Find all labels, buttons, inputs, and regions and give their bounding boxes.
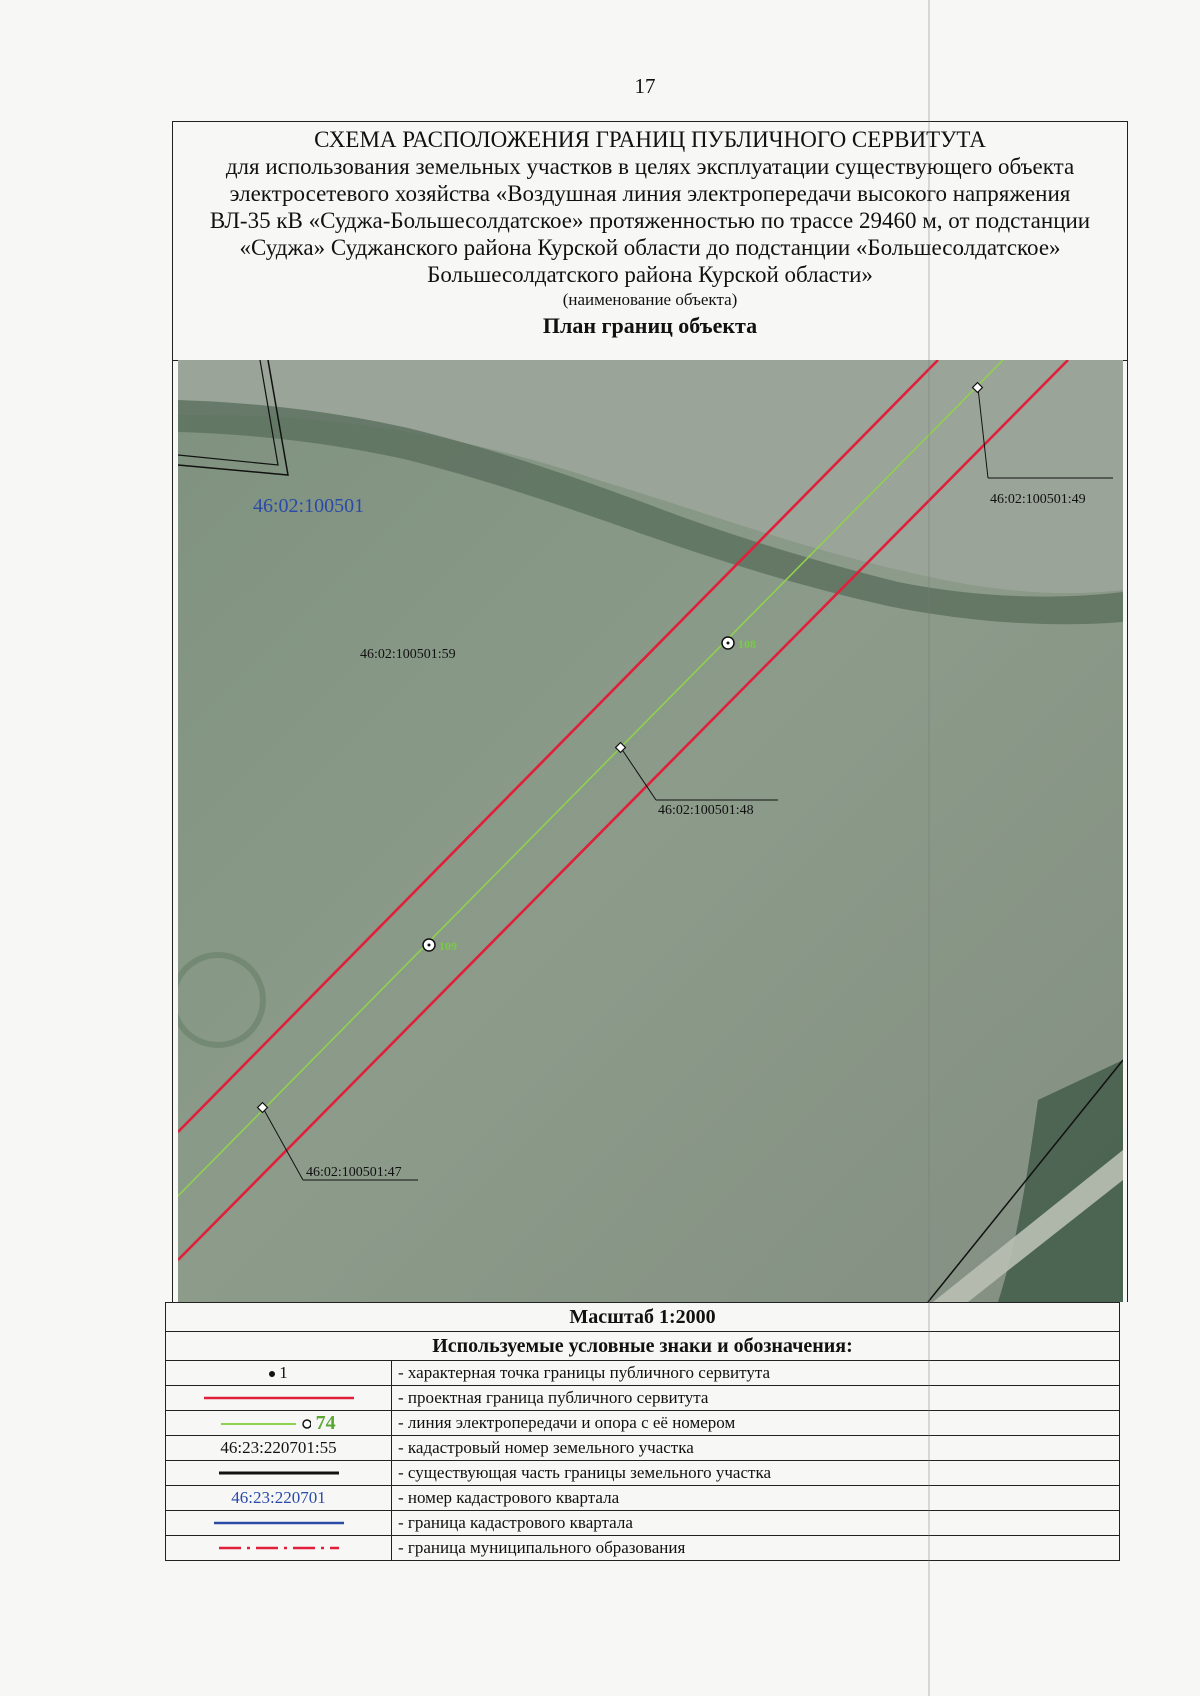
red-line-symbol (204, 1393, 354, 1403)
point-symbol (269, 1371, 275, 1377)
aerial-map[interactable] (178, 360, 1123, 1302)
legend-description: - существующая часть границы земельного участка (392, 1461, 1120, 1486)
pole-number: 108 (738, 637, 756, 651)
legend-row (166, 1461, 1120, 1486)
parcel-label: 46:02:100501:47 (306, 1165, 402, 1180)
title-block (172, 121, 1128, 361)
legend-title: Используемые условные знаки и обозначения: (166, 1332, 1120, 1361)
pole-number-sample: 74 (315, 1412, 336, 1435)
legend-symbol (166, 1511, 392, 1536)
object-caption: (наименование объекта) (562, 290, 738, 309)
page-number: 17 (634, 74, 656, 98)
legend-symbol (166, 1411, 392, 1436)
cadastral-quarter-number: 46:02:100501 (253, 495, 365, 517)
plan-title: План границ объекта (542, 313, 758, 338)
scale-label: Масштаб 1:2000 (166, 1303, 1120, 1332)
parcel-label: 46:02:100501:48 (658, 803, 754, 818)
power-pole-center (428, 944, 431, 947)
legend-description: - характерная точка границы публичного сервитута (392, 1361, 1120, 1386)
legend-description: - кадастровый номер земельного участка (392, 1436, 1120, 1461)
legend-row (166, 1511, 1120, 1536)
title-line: Большесолдатского района Курской области» (427, 262, 873, 287)
legend-description: - проектная граница публичного сервитута (392, 1386, 1120, 1411)
point-number: 1 (279, 1363, 288, 1382)
black-line-symbol (219, 1468, 339, 1478)
legend-row (166, 1411, 1120, 1436)
power-pole-center (727, 642, 730, 645)
blue-line-symbol (214, 1518, 344, 1528)
legend-description: - номер кадастрового квартала (392, 1486, 1120, 1511)
legend-symbol: 46:23:220701:55 (166, 1436, 392, 1461)
legend-row (166, 1386, 1120, 1411)
pole-number: 109 (439, 939, 457, 953)
legend-description: - граница муниципального образования (392, 1536, 1120, 1561)
legend-symbol (166, 1461, 392, 1486)
legend-description: - линия электропередачи и опора с её номером (392, 1411, 1120, 1436)
title-line: СХЕМА РАСПОЛОЖЕНИЯ ГРАНИЦ ПУБЛИЧНОГО СЕРВИТУТА (314, 127, 986, 152)
legend (165, 1302, 1120, 1561)
legend-symbol (166, 1361, 392, 1386)
legend-symbol (166, 1536, 392, 1561)
title-line: электросетевого хозяйства «Воздушная линия электропередачи высокого напряжения (229, 181, 1071, 206)
legend-row (166, 1436, 1120, 1461)
legend-row (166, 1536, 1120, 1561)
legend-description: - граница кадастрового квартала (392, 1511, 1120, 1536)
title-line: ВЛ-35 кВ «Суджа-Большесолдатское» протяженностью по трассе 29460 м, от подстанции (209, 208, 1091, 233)
legend-symbol: 46:23:220701 (166, 1486, 392, 1511)
parcel-label: 46:02:100501:59 (360, 647, 456, 662)
legend-row (166, 1486, 1120, 1511)
dash-dot-line-symbol (219, 1543, 339, 1553)
legend-row (166, 1361, 1120, 1386)
title-line: для использования земельных участков в целях эксплуатации существующего объекта (225, 154, 1075, 179)
green-line-pole-symbol (221, 1417, 311, 1431)
legend-symbol (166, 1386, 392, 1411)
title-line: «Суджа» Суджанского района Курской области до подстанции «Большесолдатское» (239, 235, 1061, 260)
scan-artifact (928, 0, 930, 1696)
parcel-label: 46:02:100501:49 (990, 492, 1086, 507)
